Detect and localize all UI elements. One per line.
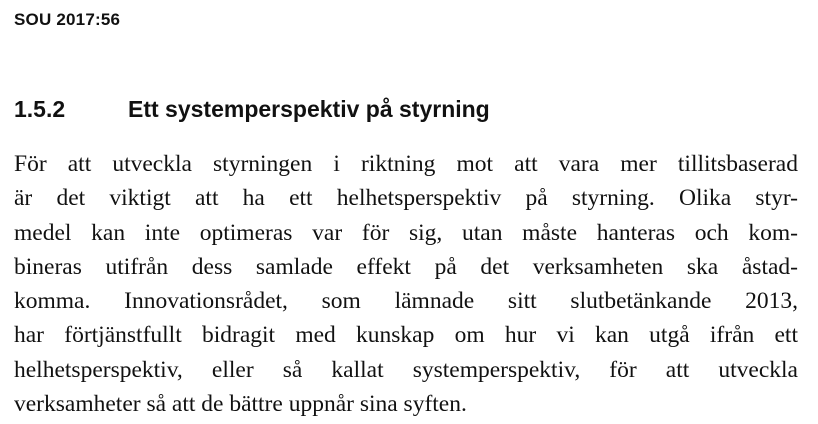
body-paragraph — [14, 147, 798, 421]
paragraph-line: komma. Innovationsrådet, som lämnade sitt slutbetänkande 2013, — [14, 288, 798, 315]
section-heading — [14, 94, 794, 124]
paragraph-line: bineras utifrån dess samlade effekt på det verksamheten ska åstad- — [14, 253, 798, 280]
paragraph-line: helhetsperspektiv, eller så kallat systemperspektiv, för att utveckla — [14, 356, 798, 383]
section-number: 1.5.2 — [14, 96, 66, 122]
paragraph-line: För att utveckla styrningen i riktning mot att vara mer tillitsbaserad — [14, 151, 798, 177]
section-title: Ett systemperspektiv på styrning — [128, 96, 490, 122]
running-header-document-id: SOU 2017:56 — [14, 10, 121, 29]
paragraph-line: medel kan inte optimeras var för sig, utan måste hanteras och kom- — [14, 219, 798, 246]
paragraph-line: är det viktigt att ha ett helhetsperspektiv på styrning. Olika styr- — [14, 185, 798, 212]
paragraph-line: verksamheter så att de bättre uppnår sina syften. — [14, 391, 467, 418]
paragraph-line: har förtjänstfullt bidragit med kunskap om hur vi kan utgå ifrån ett — [14, 322, 798, 349]
